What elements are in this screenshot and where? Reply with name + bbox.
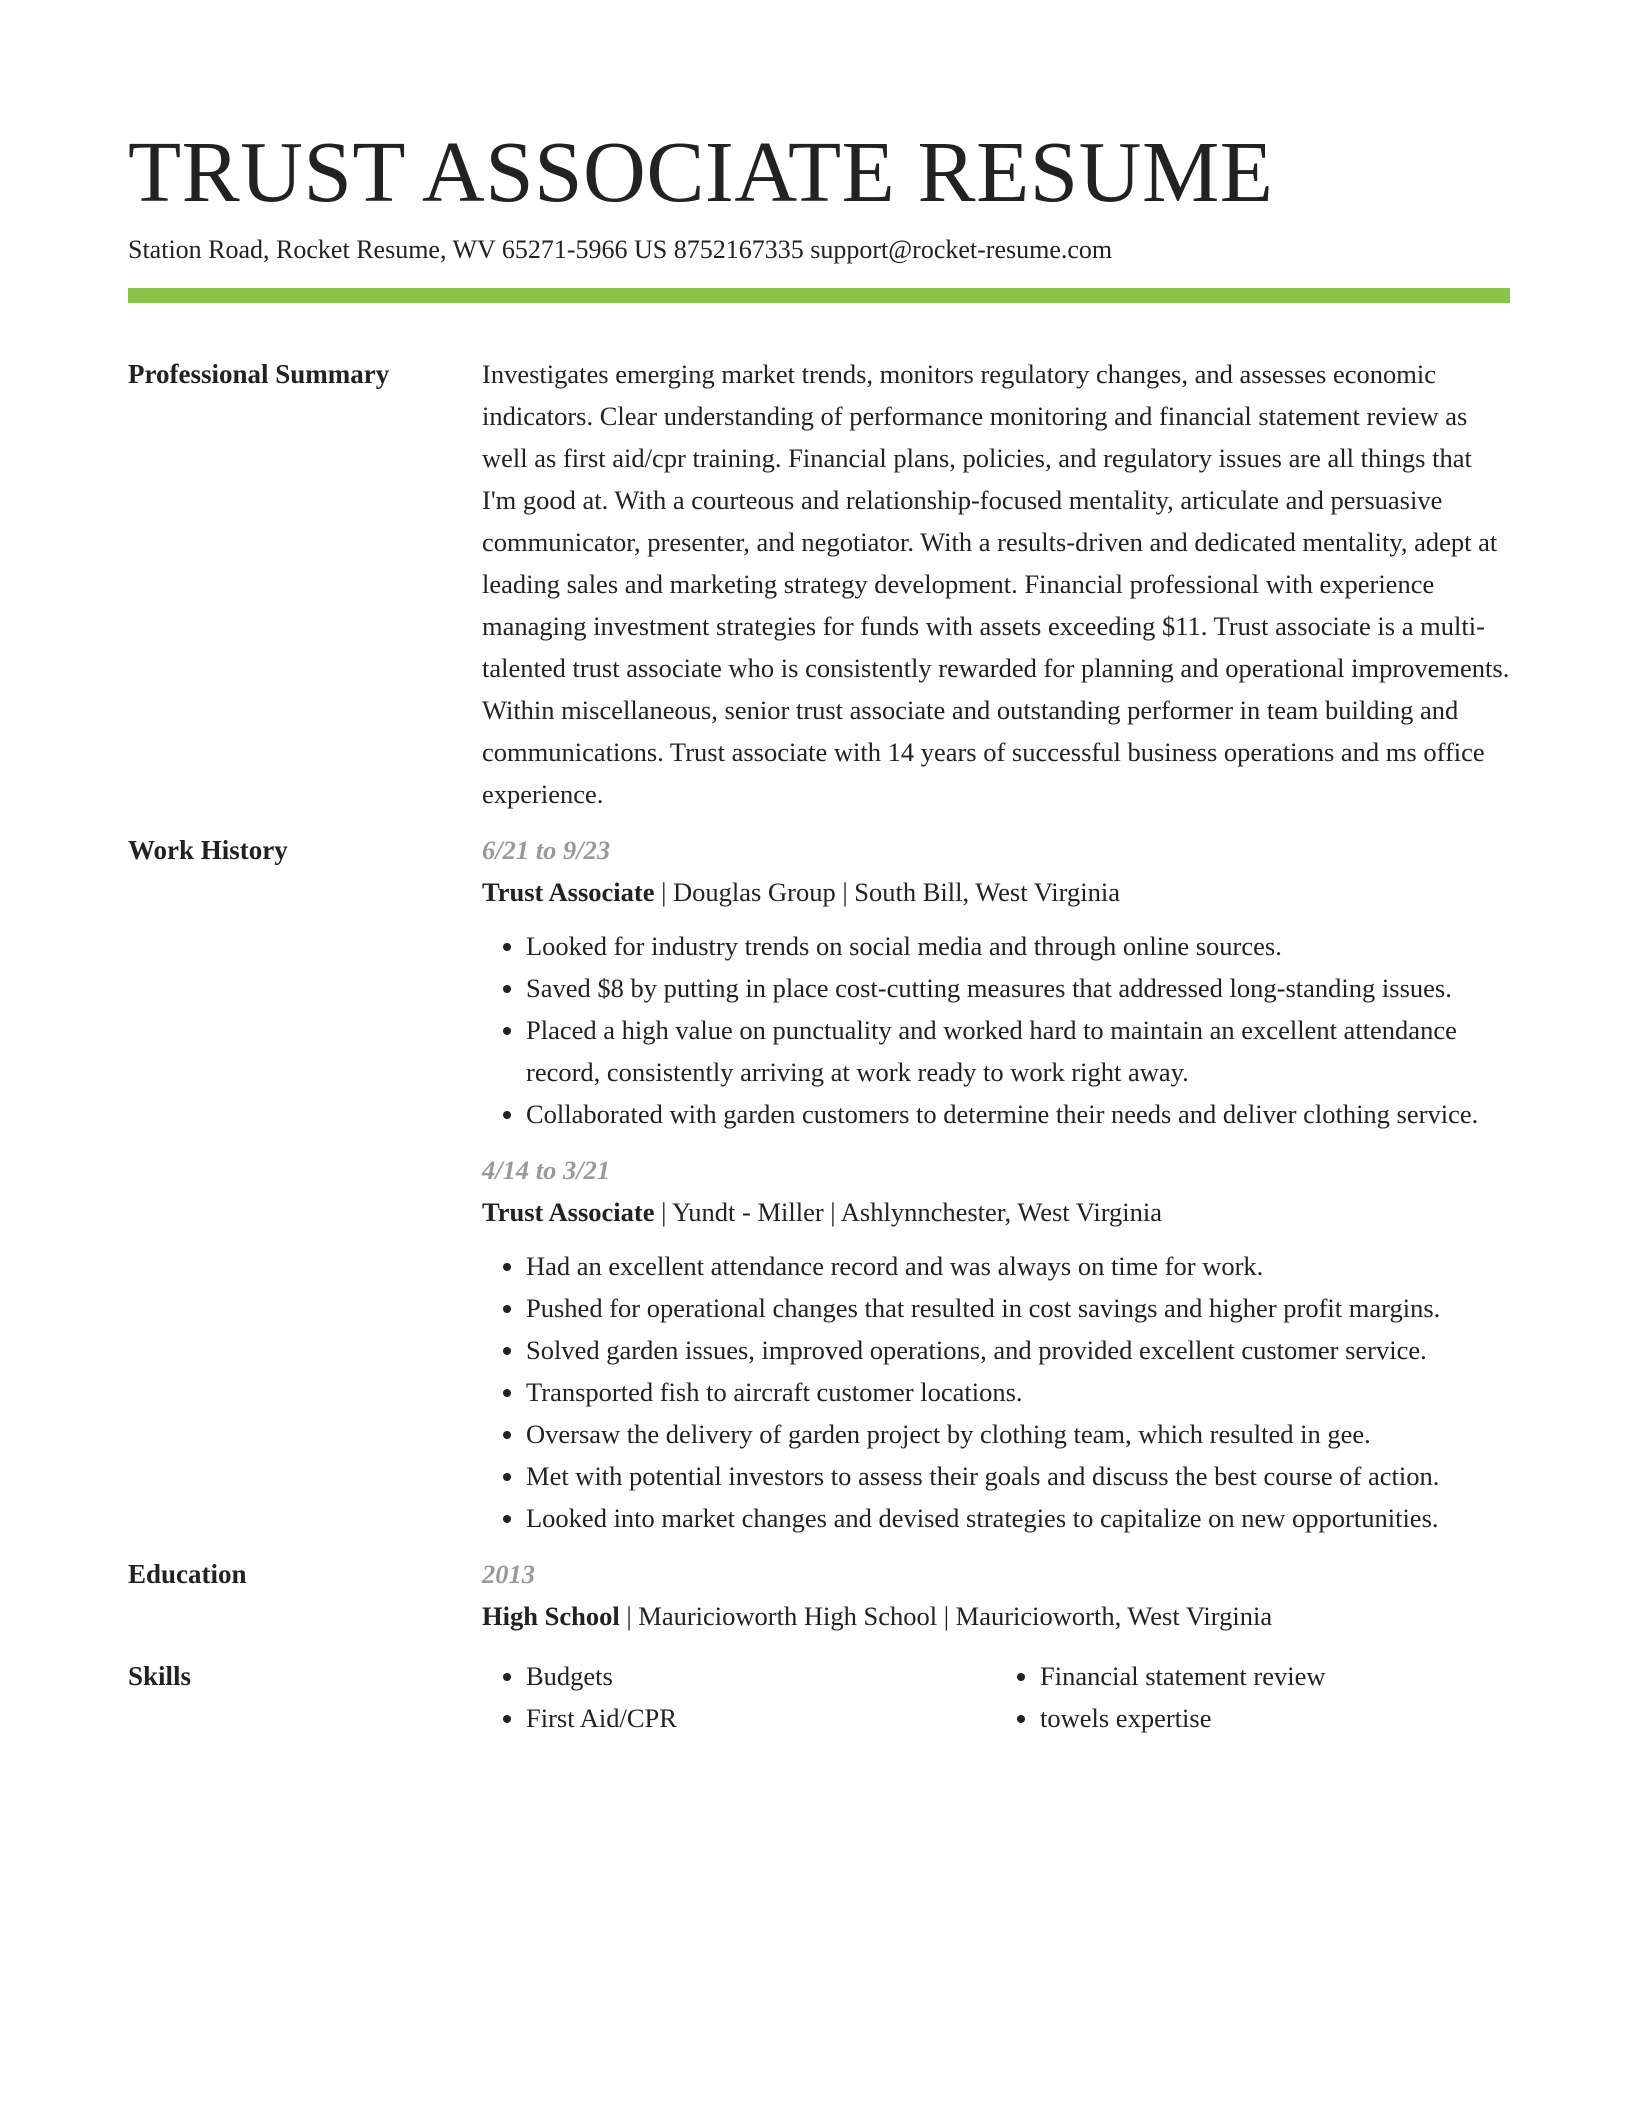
job-entry bbox=[482, 1149, 1510, 1539]
skills-grid bbox=[482, 1655, 1510, 1739]
professional-summary-section bbox=[128, 353, 1510, 815]
summary-text: Investigates emerging market trends, monitors regulatory changes, and assesses economic indicators. Clear understanding of performance monitoring and financial statement review as well as first aid/cpr training. Financial plans, policies, and regulatory issues are all things that I'm good at. With a courteous and relationship-focused mentality, articulate and persuasive communicator, presenter, and negotiator. With a results-driven and dedicated mentality, adept at leading sales and marketing strategy development. Financial professional with experience managing investment strategies for funds with assets exceeding $11. Trust associate is a multi-talented trust associate who is consistently rewarded for planning and operational improvements. Within miscellaneous, senior trust associate and outstanding performer in team building and communications. Trust associate with 14 years of successful business operations and ms office experience. bbox=[482, 359, 1510, 809]
education-school-location: | Mauricioworth High School | Mauricioworth, West Virginia bbox=[619, 1601, 1273, 1631]
education-year: 2013 bbox=[482, 1559, 535, 1589]
job-bullet: • Solved garden issues, improved operations, and provided excellent customer service. bbox=[526, 1329, 1510, 1371]
resume-header bbox=[128, 0, 1510, 303]
job-bullet: • Pushed for operational changes that resulted in cost savings and higher profit margins. bbox=[526, 1287, 1510, 1329]
education-section bbox=[128, 1553, 1510, 1637]
job-bullet: • Looked into market changes and devised strategies to capitalize on new opportunities. bbox=[526, 1497, 1510, 1539]
skills-column-right bbox=[996, 1655, 1510, 1739]
skills-column-left bbox=[482, 1655, 996, 1739]
job-bullets bbox=[482, 1245, 1510, 1539]
job-employer-location: | Douglas Group | South Bill, West Virginia bbox=[654, 877, 1120, 907]
work-history-section bbox=[128, 829, 1510, 1539]
section-label-work: Work History bbox=[128, 835, 288, 865]
skill-item: • Financial statement review bbox=[1040, 1655, 1510, 1697]
job-bullet: • Looked for industry trends on social media and through online sources. bbox=[526, 925, 1510, 967]
skills-section bbox=[128, 1655, 1510, 1739]
education-degree: High School bbox=[482, 1601, 620, 1631]
job-dates: 6/21 to 9/23 bbox=[482, 835, 611, 865]
resume-title: TRUST ASSOCIATE RESUME bbox=[128, 123, 1274, 220]
job-bullet: • Met with potential investors to assess their goals and discuss the best course of action. bbox=[526, 1455, 1510, 1497]
contact-line: Station Road, Rocket Resume, WV 65271-5966 US 8752167335 support@rocket-resume.com bbox=[128, 235, 1113, 264]
skill-item: • Budgets bbox=[526, 1655, 996, 1697]
section-label-skills: Skills bbox=[128, 1661, 192, 1691]
job-bullet: • Placed a high value on punctuality and worked hard to maintain an excellent attendance record, consistently arriving at work ready to work right away. bbox=[526, 1009, 1510, 1093]
job-bullet: • Had an excellent attendance record and was always on time for work. bbox=[526, 1245, 1510, 1287]
section-label-summary: Professional Summary bbox=[128, 359, 390, 389]
job-heading bbox=[482, 1191, 1510, 1233]
job-bullet: • Oversaw the delivery of garden project by clothing team, which resulted in gee. bbox=[526, 1413, 1510, 1455]
resume-page bbox=[128, 0, 1510, 1739]
job-title: Trust Associate bbox=[482, 1197, 655, 1227]
job-bullet: • Transported fish to aircraft customer locations. bbox=[526, 1371, 1510, 1413]
job-bullets bbox=[482, 925, 1510, 1135]
job-entry bbox=[482, 829, 1510, 1135]
section-label-education: Education bbox=[128, 1559, 247, 1589]
skill-item: • First Aid/CPR bbox=[526, 1697, 996, 1739]
education-heading bbox=[482, 1595, 1510, 1637]
job-heading bbox=[482, 871, 1510, 913]
job-dates: 4/14 to 3/21 bbox=[482, 1155, 611, 1185]
job-bullet: • Saved $8 by putting in place cost-cutting measures that addressed long-standing issues. bbox=[526, 967, 1510, 1009]
skill-item: • towels expertise bbox=[1040, 1697, 1510, 1739]
job-title: Trust Associate bbox=[482, 877, 655, 907]
accent-divider bbox=[128, 288, 1510, 303]
job-bullet: • Collaborated with garden customers to determine their needs and deliver clothing service. bbox=[526, 1093, 1510, 1135]
job-employer-location: | Yundt - Miller | Ashlynnchester, West Virginia bbox=[654, 1197, 1163, 1227]
